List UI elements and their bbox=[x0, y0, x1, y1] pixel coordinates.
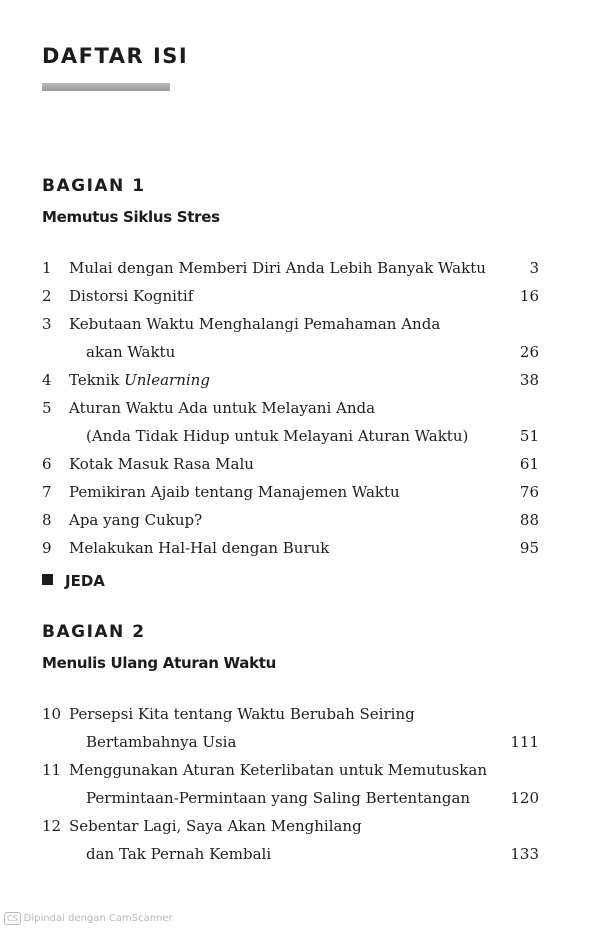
chapter-title: Kebutaan Waktu Menghalangi Pemahaman Anda bbox=[69, 315, 441, 333]
chapter-title: Menggunakan Aturan Keterlibatan untuk Memutuskan bbox=[69, 761, 487, 779]
page-number: 51 bbox=[519, 427, 539, 445]
chapter-number: 8 bbox=[42, 511, 52, 529]
camscanner-logo-icon: CS bbox=[4, 912, 21, 925]
part-1-subtitle: Memutus Siklus Stres bbox=[42, 208, 220, 226]
chapter-title: Sebentar Lagi, Saya Akan Menghilang bbox=[69, 817, 362, 835]
page-number: 76 bbox=[519, 483, 539, 501]
part-1-heading: BAGIAN 1 bbox=[42, 176, 146, 196]
toc-entry-12-continued[interactable] bbox=[42, 840, 539, 868]
square-bullet-icon bbox=[42, 574, 53, 585]
chapter-title-prefix: Teknik bbox=[69, 371, 125, 389]
toc-entry-8[interactable] bbox=[42, 506, 539, 534]
chapter-title: Persepsi Kita tentang Waktu Berubah Seiring bbox=[69, 705, 415, 723]
toc-entry-10-continued[interactable] bbox=[42, 728, 539, 756]
chapter-number: 5 bbox=[42, 399, 52, 417]
chapter-number: 12 bbox=[42, 817, 62, 835]
chapter-number: 10 bbox=[42, 705, 62, 723]
scanner-watermark bbox=[4, 912, 173, 925]
chapter-number: 11 bbox=[42, 761, 62, 779]
chapter-title-continued: dan Tak Pernah Kembali bbox=[86, 845, 272, 863]
interlude-label: JEDA bbox=[65, 572, 105, 590]
toc-entry-6[interactable] bbox=[42, 450, 539, 478]
toc-entry-5-continued[interactable] bbox=[42, 422, 539, 450]
chapter-title bbox=[69, 366, 210, 394]
chapter-number: 2 bbox=[42, 287, 52, 305]
page-number: 88 bbox=[519, 511, 539, 529]
chapter-title-continued: Bertambahnya Usia bbox=[86, 733, 237, 751]
page-number: 95 bbox=[519, 539, 539, 557]
chapter-title: Aturan Waktu Ada untuk Melayani Anda bbox=[69, 399, 376, 417]
part-2-toc-list bbox=[42, 700, 539, 868]
part-2-subtitle: Menulis Ulang Aturan Waktu bbox=[42, 654, 277, 672]
toc-entry-1[interactable] bbox=[42, 254, 539, 282]
toc-entry-12[interactable] bbox=[42, 812, 539, 840]
part-1-toc-list bbox=[42, 254, 539, 562]
toc-entry-3[interactable] bbox=[42, 310, 539, 338]
toc-entry-11[interactable] bbox=[42, 756, 539, 784]
chapter-title-continued: Permintaan-Permintaan yang Saling Bertentangan bbox=[86, 789, 471, 807]
chapter-title-continued: (Anda Tidak Hidup untuk Melayani Aturan Waktu) bbox=[86, 427, 469, 445]
page-number: 26 bbox=[519, 343, 539, 361]
page-number: 120 bbox=[510, 789, 539, 807]
chapter-number: 7 bbox=[42, 483, 52, 501]
chapter-title: Apa yang Cukup? bbox=[69, 511, 203, 529]
chapter-title: Mulai dengan Memberi Diri Anda Lebih Banyak Waktu bbox=[69, 259, 486, 277]
chapter-number: 3 bbox=[42, 315, 52, 333]
chapter-title: Kotak Masuk Rasa Malu bbox=[69, 455, 254, 473]
page-number: 16 bbox=[519, 287, 539, 305]
interlude-entry[interactable] bbox=[42, 569, 105, 593]
toc-entry-2[interactable] bbox=[42, 282, 539, 310]
chapter-title-continued: akan Waktu bbox=[86, 343, 176, 361]
page-number: 38 bbox=[519, 371, 539, 389]
title-underline-bar bbox=[42, 83, 170, 91]
toc-entry-5[interactable] bbox=[42, 394, 539, 422]
page-number: 133 bbox=[510, 845, 539, 863]
page-title: DAFTAR ISI bbox=[42, 44, 189, 68]
chapter-title-italic: Unlearning bbox=[124, 371, 210, 389]
page-number: 61 bbox=[519, 455, 539, 473]
page-number: 111 bbox=[510, 733, 539, 751]
chapter-title: Distorsi Kognitif bbox=[69, 287, 194, 305]
toc-entry-3-continued[interactable] bbox=[42, 338, 539, 366]
toc-entry-9[interactable] bbox=[42, 534, 539, 562]
toc-entry-4[interactable] bbox=[42, 366, 539, 394]
chapter-number: 6 bbox=[42, 455, 52, 473]
chapter-title: Melakukan Hal-Hal dengan Buruk bbox=[69, 539, 330, 557]
page-number: 3 bbox=[529, 259, 539, 277]
toc-entry-7[interactable] bbox=[42, 478, 539, 506]
toc-entry-10[interactable] bbox=[42, 700, 539, 728]
chapter-number: 1 bbox=[42, 259, 52, 277]
chapter-number: 4 bbox=[42, 371, 52, 389]
watermark-text: Dipindai dengan CamScanner bbox=[23, 913, 173, 924]
chapter-title: Pemikiran Ajaib tentang Manajemen Waktu bbox=[69, 483, 400, 501]
toc-entry-11-continued[interactable] bbox=[42, 784, 539, 812]
part-2-heading: BAGIAN 2 bbox=[42, 622, 146, 642]
chapter-number: 9 bbox=[42, 539, 52, 557]
